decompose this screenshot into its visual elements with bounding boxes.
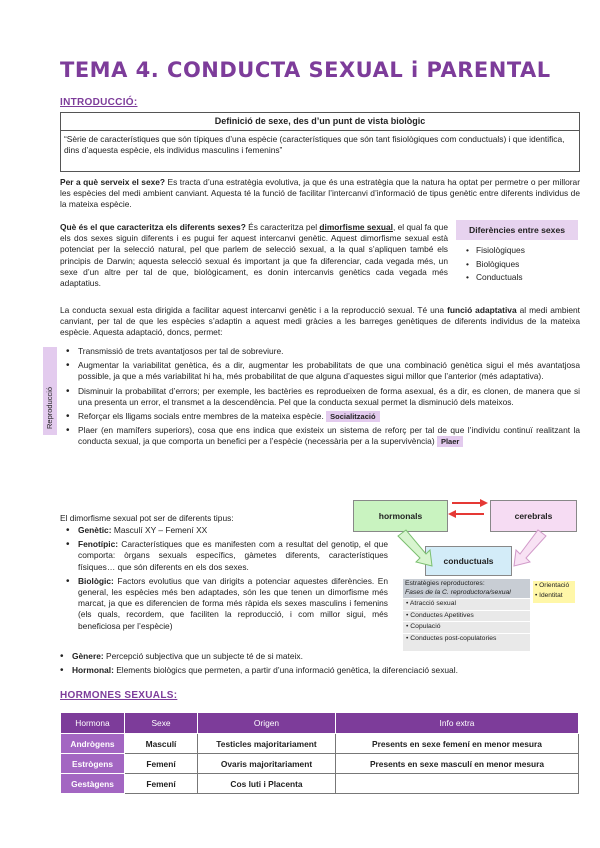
page-title: TEMA 4. CONDUCTA SEXUAL i PARENTAL	[60, 58, 551, 82]
table-row	[61, 754, 579, 774]
list-item: • Conductes post-copulatories	[403, 633, 530, 645]
dimorph-intro: El dimorfisme sexual pot ser de diferents tipus:	[60, 513, 234, 523]
p3-paragraph	[60, 305, 580, 339]
bullet-text: Plaer (en mamífers superiors), cosa que ens indica que existeix un sistema de reforç per tal de que l’individu continuï realitzant la conducta sexual, ja que comporta un benefici per a l’espècie (necessària per a la supervivència)	[78, 425, 580, 447]
dimorph-list	[66, 525, 388, 635]
table-row	[61, 774, 579, 794]
definition-box	[60, 112, 580, 172]
adaptation-list	[66, 346, 580, 451]
conductuals-box: conductuals	[425, 546, 512, 576]
bullet-text: Reforçar els lligams socials entre membres de la mateixa espècie.	[78, 411, 324, 422]
hormonals-box: hormonals	[353, 500, 448, 532]
table-cell: Presents en sexe femení en menor mesura	[336, 734, 579, 754]
column-header: Sexe	[125, 713, 198, 734]
list-item: • Fisiològiques	[466, 244, 525, 258]
diagram-arrows	[380, 496, 580, 578]
strategies-title: Estratègies reproductores:	[405, 580, 485, 587]
list-item: • Conductes Apetitives	[403, 610, 530, 622]
definition-title: Definició de sexe, des d’un punt de vista biològic	[61, 113, 579, 131]
genere-text: Percepció subjectiva que un subjecte té de si mateix.	[103, 651, 303, 661]
list-item	[66, 425, 580, 447]
q1-paragraph	[60, 177, 580, 211]
table-cell: Presents en sexe masculí en menor mesura	[336, 754, 579, 774]
table-row	[61, 734, 579, 754]
orientation-identity-box	[533, 581, 575, 603]
table-cell: Estrògens	[61, 754, 125, 774]
table-cell	[336, 774, 579, 794]
list-item: • Disminuir la probabilitat d’errors; per exemple, les bactèries es reprodueixen de forma asexual, és a dir, es clonen, de manera que si una presenta un error, el transmet a la descendència. Pel que la conducta sexual permet la disminució dels mateixos.	[66, 386, 580, 408]
plaer-tag: Plaer	[437, 436, 463, 447]
dimorph-text: Factors evolutius que van dirigits a potenciar aquestes diferències. En general, les espècies més ben adaptades, són les que tenen un dimorfisme més marcat, ja que es diferencien de forma més ràpida els sexes masculins i femenins (els quals, recordem, que faciliten la reproducció, i com millor sigui, més beneficiosa per l’espècie)	[78, 575, 388, 631]
table-cell: Masculí	[125, 734, 198, 754]
list-item	[60, 651, 580, 662]
table-header-row	[61, 713, 579, 734]
list-item	[66, 411, 580, 422]
table-cell: Cos luti i Placenta	[198, 774, 336, 794]
list-item: • Biològiques	[466, 258, 525, 272]
strategies-box	[403, 579, 530, 651]
column-header: Info extra	[336, 713, 579, 734]
list-item: • Copulació	[403, 621, 530, 633]
hormonal-label: Hormonal:	[72, 665, 114, 676]
dimorph-label: Biològic:	[78, 575, 114, 586]
column-header: Origen	[198, 713, 336, 734]
arrowhead-left	[448, 510, 456, 518]
intro-heading: INTRODUCCIÓ:	[60, 97, 138, 108]
list-item	[66, 539, 388, 573]
list-item: • Conductuals	[466, 271, 525, 285]
table-cell: Andrògens	[61, 734, 125, 754]
definition-text: “Sèrie de característiques que són típiques d’una espècie (característiques que són tant fisiològiques com conductuals) i que identifica, dins d’aquesta espècie, els individus masculins i femenins”	[64, 134, 565, 155]
list-item	[66, 576, 388, 632]
list-item	[60, 665, 580, 676]
genere-label: Gènere:	[72, 651, 104, 661]
dimorph-label: Genètic:	[78, 525, 112, 535]
arrow-down-right	[398, 530, 432, 566]
q1-label: Per a què serveix el sexe?	[60, 177, 166, 187]
hormonal-text: Elements biològics que permeten, a partir d’una informació genètica, la diferenciació sexual.	[113, 665, 458, 676]
cerebrals-box: cerebrals	[490, 500, 577, 532]
p3-text: al medi ambient canviant, per tal de que les espècies s’adaptin a aquest medi gràcies a les barreges genètiques de diferents individus de la mateixa espècie. Aquesta adaptació, doncs, permet:	[60, 305, 581, 338]
strategies-header	[403, 579, 530, 598]
table-cell: Testicles majoritariament	[198, 734, 336, 754]
q2-bold: dimorfisme sexual	[319, 222, 393, 232]
extra-list	[60, 651, 580, 679]
q2-pre: És caracteritza pel	[245, 222, 320, 232]
list-item	[66, 525, 388, 536]
list-item: • Identitat	[535, 592, 563, 599]
differences-list	[466, 244, 525, 285]
q2-paragraph	[60, 222, 448, 289]
q2-label: Què és el que caracteritza els diferents sexes?	[60, 222, 246, 232]
list-item: • Transmissió de trets avantatjosos per tal de sobreviure.	[66, 346, 580, 357]
list-item: • Augmentar la variabilitat genètica, és a dir, augmentar les probabilitats de que una combinació genètica sigui el més avantatjosa possible, ja que a més variabilitat hi ha, més probabilitat de que alguna d’aquestes sigui millor que l’anterior (més adaptativa).	[66, 360, 580, 382]
table-cell: Femení	[125, 754, 198, 774]
list-item: • Atracció sexual	[403, 598, 530, 610]
table-cell: Ovaris majoritariament	[198, 754, 336, 774]
strategies-subtitle: Fases de la C. reproductora/sexual	[405, 588, 511, 596]
table-cell: Femení	[125, 774, 198, 794]
arrow-down-left	[514, 530, 546, 566]
column-header: Hormona	[61, 713, 125, 734]
table-cell: Gestàgens	[61, 774, 125, 794]
dimorph-text: Característiques que es manifesten com a resultat del genotip, el que comporta: òrgans sexuals específics, gàmetes diferents, característiques físiques… que són diferents en els dos sexes.	[78, 539, 388, 572]
p3-bold: funció adaptativa	[447, 305, 517, 315]
dimorph-label: Fenotípic:	[78, 539, 119, 550]
hormones-heading: HORMONES SEXUALS:	[60, 690, 178, 701]
arrowhead-right	[480, 499, 488, 507]
q2-text: , el qual fa que els dos sexes siguin diferents i es pugui fer aquest intercanvi genètic. Aquest dimorfisme sexual està potenciat per la selecció natural, pel que parlem de selecció sexual, a la qual s’apliquen també els principis de Darwin; aquesta selecció sexual és important ja que fa diferenciar, cada vegada més, un sexe d’un altre per tal de que, biològicament, es donin intercanvis genètics cada vegada més adaptatius.	[60, 222, 448, 289]
q1-text: Es tracta d’una estratègia evolutiva, ja que és una estratègia que la natura ha optat per permetre o per millorar les espècies del medi ambient canviant. Aquesta té la funció de facilitar l’intercanvi d’informació de tipus genètic entre diferents individus de la mateixa espècie.	[60, 177, 580, 210]
socialitzacio-tag: Socialització	[326, 411, 379, 422]
dimorph-text: Masculí XY – Femení XX	[111, 525, 208, 535]
list-item: • Orientació	[535, 582, 570, 589]
differences-title: Diferències entre sexes	[456, 220, 578, 240]
hormones-table	[60, 712, 579, 794]
side-label: Reproducció	[45, 386, 54, 429]
side-label-box	[43, 347, 57, 435]
p3-pre: La conducta sexual esta dirigida a facilitar aquest intercanvi genètic i a la reproducció sexual. Té una	[60, 305, 448, 315]
